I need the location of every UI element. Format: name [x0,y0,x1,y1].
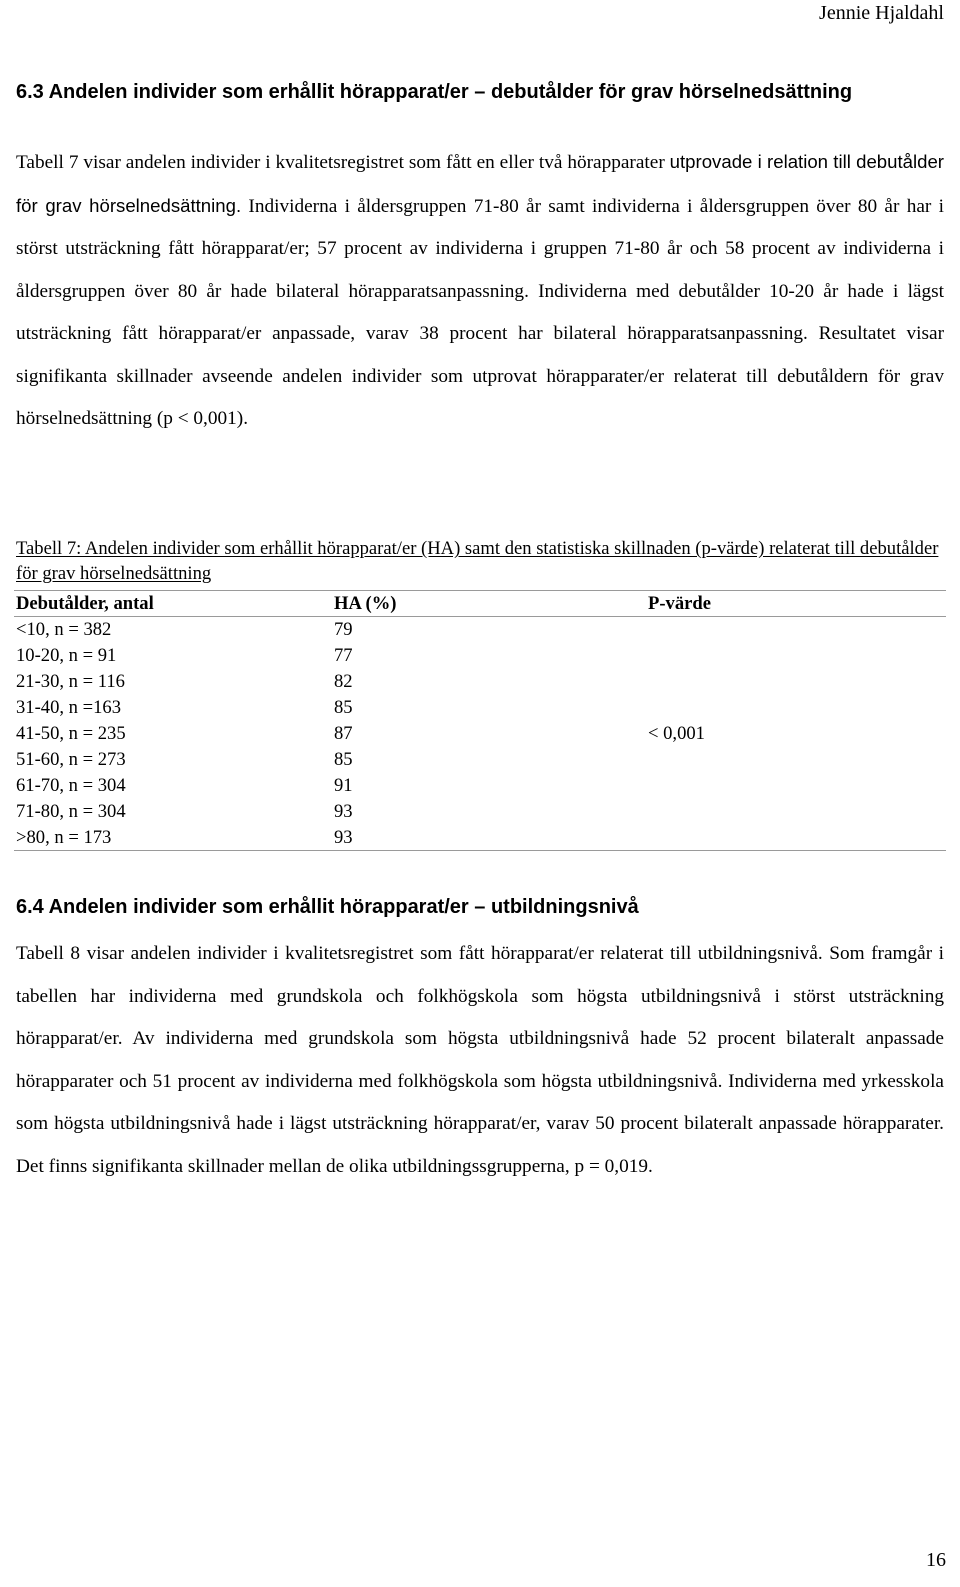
cell-debutalder: 51-60, n = 273 [16,748,126,770]
cell-pvarde [646,617,946,643]
cell-debutalder: <10, n = 382 [16,619,112,641]
table-row [14,669,946,695]
table-row [14,772,946,798]
cell-pvarde [646,772,946,798]
table-7 [14,590,946,851]
section-heading-6-3: 6.3 Andelen individer som erhållit hörapparat/er – debutålder för grav hörselnedsättning [16,81,853,103]
cell-debutalder: >80, n = 173 [14,824,332,850]
cell-ha: 87 [334,723,353,744]
cell-ha: 79 [334,619,353,641]
cell-ha: 93 [332,824,646,850]
cell-debutalder: 71-80, n = 304 [16,800,126,822]
section-6-3-paragraph [16,141,944,441]
page-number: 16 [926,1549,946,1571]
cell-pvarde: < 0,001 [648,723,705,744]
cell-ha: 77 [334,645,353,667]
paragraph-text-b: utprovade i relation till debutålder för grav hörselnedsättning. [16,151,944,216]
section-heading-6-4: 6.4 Andelen individer som erhållit hörapparat/er – utbildningsnivå [16,896,639,918]
cell-ha: 91 [334,774,353,796]
paragraph-text-a: Tabell 7 visar andelen individer i kvalitetsregistret som fått en eller två hörapparater [16,152,665,173]
cell-pvarde [646,643,946,669]
cell-ha: 85 [334,697,353,719]
cell-pvarde [646,798,946,824]
col-header-pvarde: P-värde [646,591,946,617]
running-header-author: Jennie Hjaldahl [819,2,944,24]
paragraph-text-c: Individerna i åldersgruppen 71-80 år samt individerna i åldersgruppen över 80 år har i störst utsträckning fått hörapparat/er; 57 procent av individerna i gruppen 71-80 år och 58 procent av individerna i åldersgruppen över 80 år hade bilateral hörapparatsanpassning. Individerna med debutålder 10-20 år hade i lägst utsträckning fått hörapparat/er anpassade, varav 38 procent har bilateral hörapparatsanpassning. Resultatet visar signifikanta skillnader avseende andelen individer som utprovat hörapparater/er relaterat till debutåldern för grav hörselnedsättning (p < 0,001). [16,195,944,429]
table-row [14,643,946,669]
cell-pvarde [646,695,946,721]
table-row [14,824,946,850]
cell-debutalder: 41-50, n = 235 [16,723,126,744]
cell-debutalder: 10-20, n = 91 [16,645,117,667]
cell-ha: 82 [334,671,353,693]
cell-ha: 85 [334,748,353,770]
caption-text: Tabell 7: Andelen individer som erhållit hörapparat/er (HA) samt den statistiska skillnaden (p-värde) relaterat till debutålder för grav hörselnedsättning [16,538,939,584]
cell-ha: 93 [334,800,353,822]
table-row [14,695,946,721]
table-row [14,798,946,824]
cell-debutalder: 61-70, n = 304 [16,774,126,796]
cell-pvarde [646,669,946,695]
table-7-caption [16,536,946,586]
cell-debutalder: 31-40, n =163 [16,697,121,719]
col-header-ha: HA (%) [332,591,646,617]
cell-debutalder: 21-30, n = 116 [16,671,125,693]
section-6-4-paragraph: Tabell 8 visar andelen individer i kvalitetsregistret som fått hörapparat/er relaterat till utbildningsnivå. Som framgår i tabellen har individerna med grundskola och folkhögskola som högsta utbildningsnivå i störst utsträckning hörapparat/er. Av individerna med grundskola som högsta utbildningsnivå hade 52 procent bilateralt anpassade hörapparater och 51 procent av individerna med folkhögskola som högsta utbildningsnivå. Individerna med yrkesskola som högsta utbildningsnivå hade i lägst utsträckning hörapparat/er, varav 50 procent bilateralt anpassade hörapparater. Det finns signifikanta skillnader mellan de olika utbildningssgrupperna, p = 0,019. [16,943,944,1177]
col-header-debutalder: Debutålder, antal [14,591,332,617]
cell-pvarde [646,824,946,850]
table-header-row [14,591,946,617]
table-row [14,746,946,772]
table-row [14,721,946,747]
table-row [14,617,946,643]
cell-pvarde [646,746,946,772]
